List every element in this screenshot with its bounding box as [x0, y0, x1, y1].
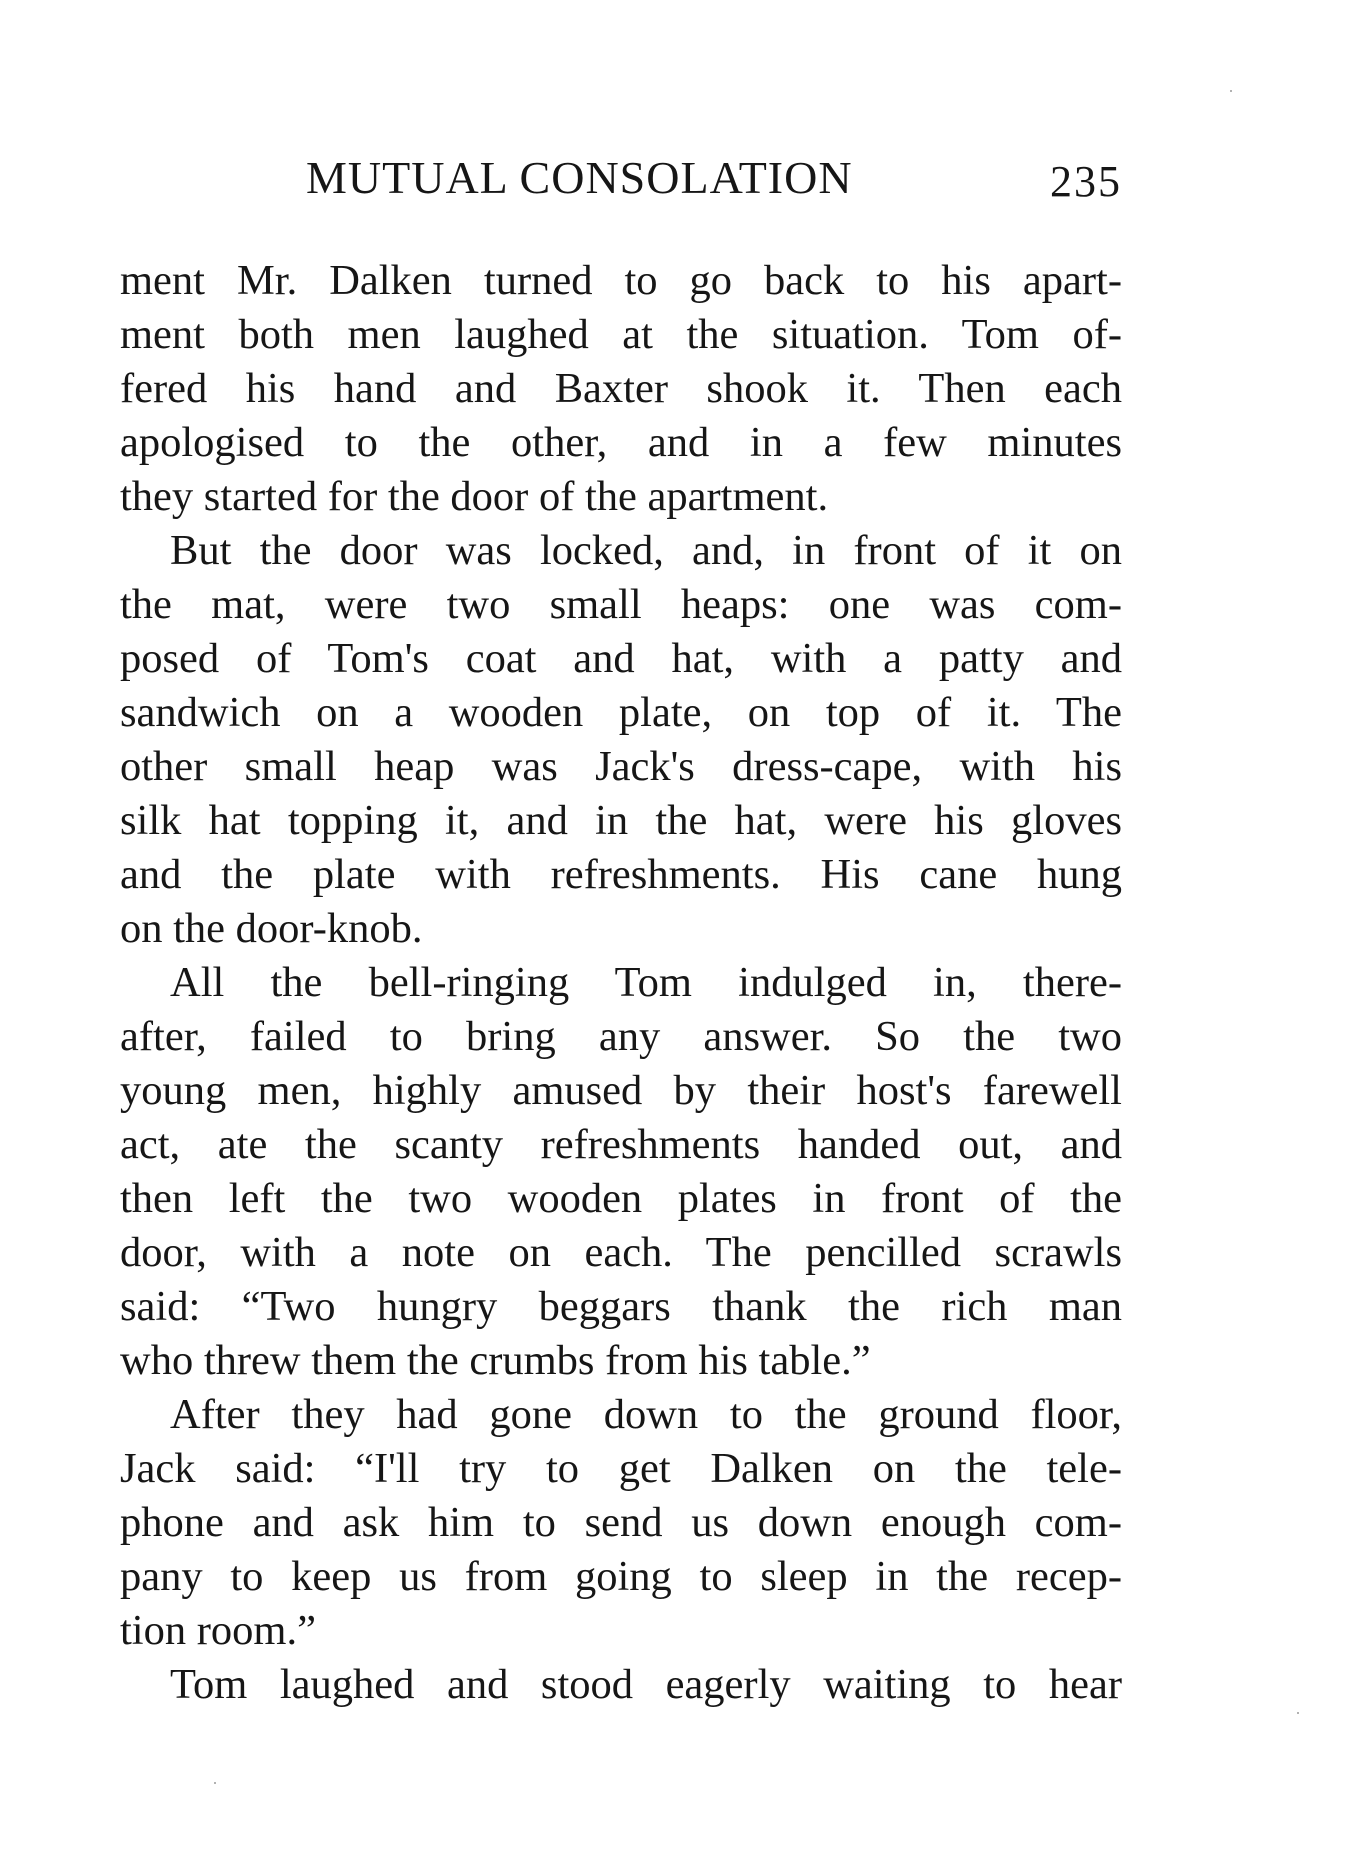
text-line: But the door was locked, and, in front of it on	[170, 527, 1122, 574]
text-line: then left the two wooden plates in front of the	[120, 1175, 1122, 1222]
page-number: 235	[1050, 157, 1122, 206]
text-line: pany to keep us from going to sleep in the recep-	[120, 1553, 1122, 1600]
text-line: young men, highly amused by their host's farewell	[120, 1067, 1122, 1114]
text-line: fered his hand and Baxter shook it. Then each	[120, 365, 1122, 412]
body-text	[120, 254, 1122, 1712]
text-line: ment Mr. Dalken turned to go back to his apart-	[120, 257, 1122, 304]
scan-speck	[214, 1782, 216, 1784]
text-line: other small heap was Jack's dress-cape, with his	[120, 743, 1122, 790]
text-line: tion room.”	[120, 1607, 316, 1654]
text-line: act, ate the scanty refreshments handed out, and	[120, 1121, 1122, 1168]
text-line: who threw them the crumbs from his table.”	[120, 1337, 871, 1384]
text-line: apologised to the other, and in a few minutes	[120, 419, 1122, 466]
text-line: ment both men laughed at the situation. Tom of-	[120, 311, 1122, 358]
text-line: sandwich on a wooden plate, on top of it. The	[120, 689, 1122, 736]
running-title: MUTUAL CONSOLATION	[306, 152, 853, 203]
text-line: phone and ask him to send us down enough com-	[120, 1499, 1122, 1546]
text-line: they started for the door of the apartment.	[120, 473, 829, 520]
text-line: silk hat topping it, and in the hat, were his gloves	[120, 797, 1122, 844]
text-line: door, with a note on each. The pencilled scrawls	[120, 1229, 1122, 1276]
text-line: after, failed to bring any answer. So the two	[120, 1013, 1122, 1060]
text-line: Tom laughed and stood eagerly waiting to hear	[170, 1661, 1122, 1708]
text-line: and the plate with refreshments. His cane hung	[120, 851, 1122, 898]
scan-speck	[1230, 90, 1232, 92]
scan-speck	[1297, 1712, 1299, 1714]
text-line: on the door-knob.	[120, 905, 423, 952]
text-line: posed of Tom's coat and hat, with a patty and	[120, 635, 1122, 682]
text-line: After they had gone down to the ground floor,	[170, 1391, 1122, 1438]
text-line: said: “Two hungry beggars thank the rich man	[120, 1283, 1122, 1330]
text-line: the mat, were two small heaps: one was com-	[120, 581, 1122, 628]
running-head	[120, 148, 1122, 208]
text-line: All the bell-ringing Tom indulged in, there-	[170, 959, 1122, 1006]
text-line: Jack said: “I'll try to get Dalken on the tele-	[120, 1445, 1122, 1492]
